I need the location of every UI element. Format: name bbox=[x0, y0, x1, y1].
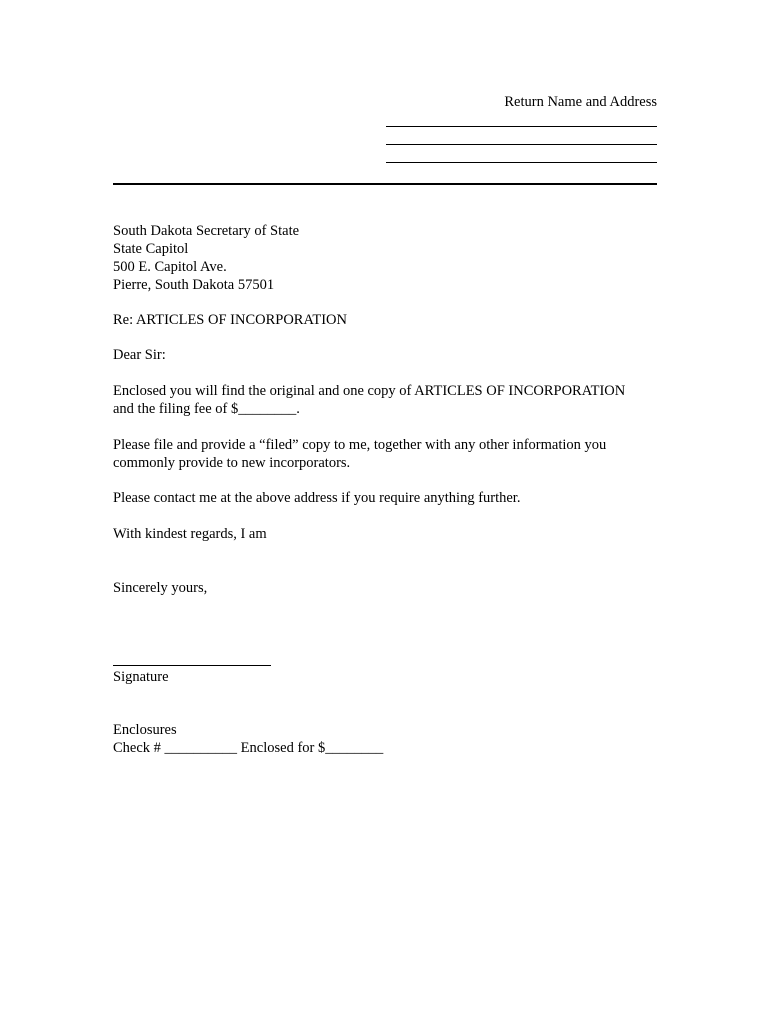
return-address-blank-line-1 bbox=[386, 126, 657, 127]
paragraph-4-text: With kindest regards, I am bbox=[113, 526, 267, 542]
signature-line bbox=[113, 665, 271, 666]
return-address-blank-line-2 bbox=[386, 144, 657, 145]
recipient-line-1: South Dakota Secretary of State bbox=[113, 223, 300, 239]
salutation: Dear Sir: bbox=[113, 347, 166, 363]
header-divider bbox=[113, 183, 657, 185]
paragraph-1-line-1: Enclosed you will find the original and one copy of ARTICLES OF INCORPORATION bbox=[113, 383, 626, 399]
paragraph-2 bbox=[113, 436, 663, 472]
signature-label-block bbox=[113, 668, 663, 686]
re-line: Re: ARTICLES OF INCORPORATION bbox=[113, 312, 347, 328]
enclosures-label: Enclosures bbox=[113, 722, 177, 738]
recipient-line-4: Pierre, South Dakota 57501 bbox=[113, 277, 275, 293]
enclosures-block bbox=[113, 721, 663, 757]
paragraph-4 bbox=[113, 525, 663, 543]
recipient-address bbox=[113, 222, 663, 294]
re-line-block bbox=[113, 311, 663, 329]
paragraph-3 bbox=[113, 489, 663, 507]
paragraph-2-line-1: Please file and provide a “filed” copy to me, together with any other information you bbox=[113, 437, 607, 453]
closing: Sincerely yours, bbox=[113, 580, 208, 596]
paragraph-1 bbox=[113, 382, 663, 418]
recipient-line-2: State Capitol bbox=[113, 241, 189, 257]
enclosures-check-line: Check # __________ Enclosed for $________ bbox=[113, 740, 384, 756]
recipient-line-3: 500 E. Capitol Ave. bbox=[113, 259, 227, 275]
paragraph-1-line-2: and the filing fee of $________. bbox=[113, 401, 300, 417]
paragraph-2-line-2: commonly provide to new incorporators. bbox=[113, 455, 351, 471]
signature-label: Signature bbox=[113, 669, 169, 685]
return-address-blank-line-3 bbox=[386, 162, 657, 163]
return-address-title: Return Name and Address bbox=[504, 94, 657, 110]
paragraph-3-text: Please contact me at the above address if you require anything further. bbox=[113, 490, 521, 506]
salutation-block bbox=[113, 346, 663, 364]
return-address-block bbox=[386, 93, 657, 111]
closing-block bbox=[113, 579, 663, 597]
